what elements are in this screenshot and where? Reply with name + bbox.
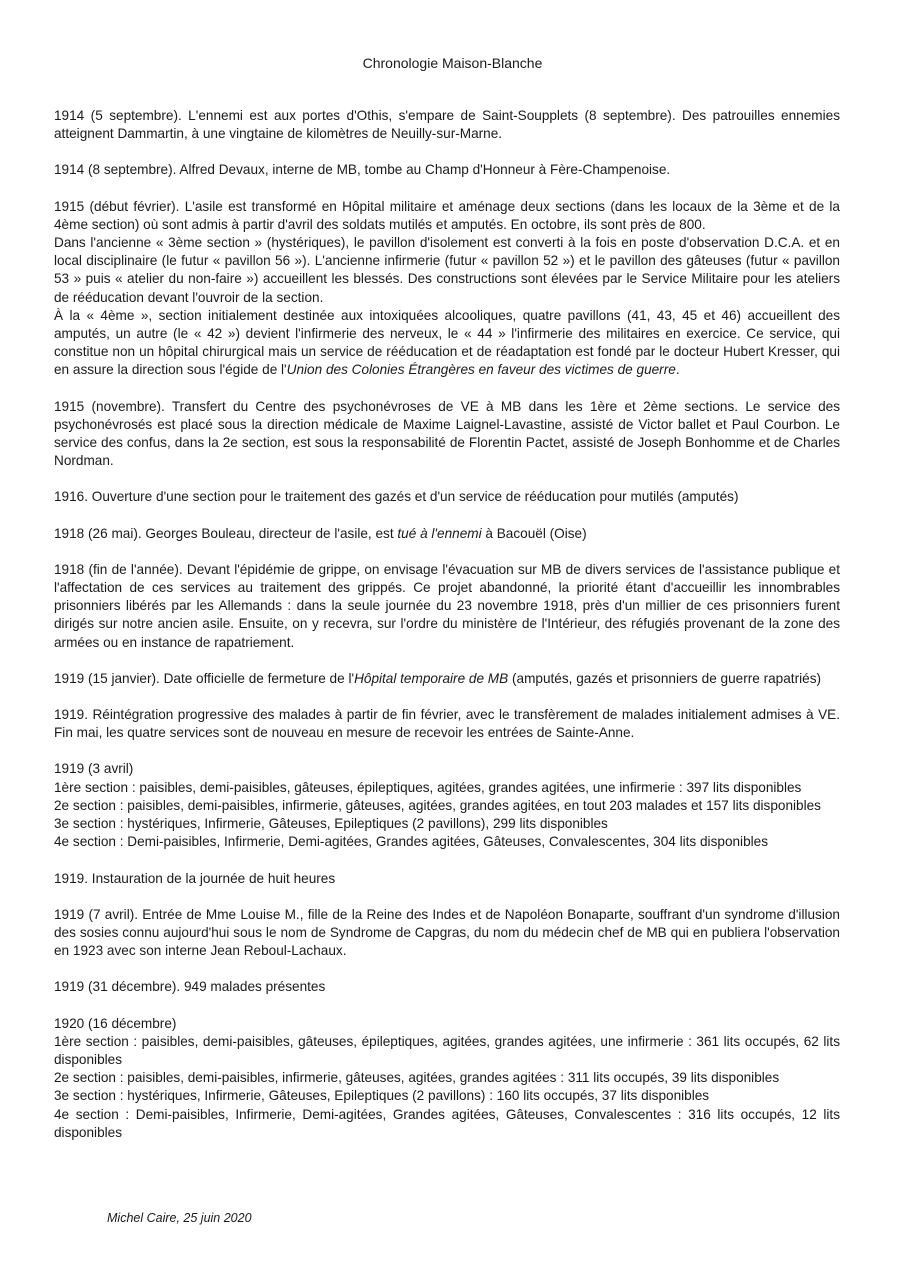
- paragraph-text: 4e section : Demi-paisibles, Infirmerie, Demi-agitées, Grandes agitées, Gâteuses, Convalescentes, 304 lits disponibles: [54, 834, 769, 850]
- paragraph-text: 2e section : paisibles, demi-paisibles, infirmerie, gâteuses, agitées, grandes agitées : 311 lits occupés, 39 lits disponibles: [54, 1070, 780, 1086]
- italic-text: tué à l'ennemi: [397, 525, 482, 541]
- footer-signature: Michel Caire, 25 juin 2020: [107, 1211, 252, 1225]
- entry-paragraph: [54, 398, 840, 471]
- paragraph-text: 1918 (26 mai). Georges Bouleau, directeur de l'asile, est: [54, 525, 398, 541]
- paragraph-text: 1919 (15 janvier). Date officielle de fermeture de l': [54, 670, 355, 686]
- entry-paragraph: [54, 525, 840, 543]
- chronology-entry: [54, 198, 840, 380]
- paragraph-text: 3e section : hystériques, Infirmerie, Gâteuses, Epileptiques (2 pavillons) : 160 lits occupés, 37 lits disponibles: [54, 1088, 710, 1104]
- chronology-entry: [54, 525, 840, 543]
- paragraph-text: 1919 (31 décembre). 949 malades présentes: [54, 979, 326, 995]
- chronology-entry: [54, 398, 840, 471]
- paragraph-text: 1ère section : paisibles, demi-paisibles, gâteuses, épileptiques, agitées, grandes agitées, une infirmerie : 361 lits occupés, 62 lits disponibles: [54, 1033, 840, 1067]
- chronology-entry: [54, 706, 840, 742]
- paragraph-text: (amputés, gazés et prisonniers de guerre rapatriés): [508, 670, 822, 686]
- entry-paragraph: [54, 706, 840, 742]
- chronology-entry: [54, 670, 840, 688]
- chronology-entry: [54, 870, 840, 888]
- chronology-entry: [54, 161, 840, 179]
- paragraph-text: 1919 (7 avril). Entrée de Mme Louise M., fille de la Reine des Indes et de Napoléon Bonaparte, souffrant d'un syndrome d'illusion des sosies connu aujourd'hui sous le nom de Syndrome de Capgras, du nom du médecin chef de MB qui en publiera l'observation en 1923 avec son interne Jean Reboul-Lachaux.: [54, 906, 840, 959]
- entry-paragraph: [54, 797, 840, 815]
- page-title: Chronologie Maison-Blanche: [362, 55, 543, 71]
- paragraph-text: 1915 (novembre). Transfert du Centre des psychonévroses de VE à MB dans les 1ère et 2ème sections. Le service des psychonévrosés est placé sous la direction médicale de Maxime Laignel-Lavastine, assisté de Victor ballet et Paul Courbon. Le service des confus, dans la 2e section, est sous la responsabilité de Florentin Pactet, assisté de Joseph Bonhomme et de Charles Nordman.: [54, 398, 840, 469]
- paragraph-text: 1920 (16 décembre): [54, 1015, 177, 1031]
- paragraph-text: 2e section : paisibles, demi-paisibles, infirmerie, gâteuses, agitées, grandes agitées, en tout 203 malades et 157 lits disponibles: [54, 797, 821, 813]
- entry-paragraph: [54, 561, 840, 652]
- chronology-entry: [54, 561, 840, 652]
- entry-paragraph: [54, 234, 840, 307]
- entry-paragraph: [54, 107, 840, 143]
- entry-paragraph: [54, 198, 840, 234]
- entry-paragraph: [54, 1087, 840, 1105]
- entry-paragraph: [54, 1033, 840, 1069]
- entry-paragraph: [54, 978, 840, 996]
- entry-paragraph: [54, 870, 840, 888]
- entry-paragraph: [54, 833, 840, 851]
- paragraph-text: 1ère section : paisibles, demi-paisibles, gâteuses, épileptiques, agitées, grandes agitées, une infirmerie : 397 lits disponibles: [54, 779, 802, 795]
- chronology-entry: [54, 906, 840, 961]
- paragraph-text: 3e section : hystériques, Infirmerie, Gâteuses, Epileptiques (2 pavillons), 299 lits disponibles: [54, 816, 608, 832]
- entry-paragraph: [54, 307, 840, 380]
- paragraph-text: À la « 4ème », section initialement destinée aux intoxiquées alcooliques, quatre pavillons (41, 43, 45 et 46) accueillent des amputés, un autre (le « 42 ») devient l'infirmerie des nerveux, le « 44 » l'infirmerie des militaires en exercice. Ce service, qui constitue non un hôpital chirurgical mais un service de rééducation et de réadaptation est fondé par le docteur Hubert Kresser, qui en assure la direction sous l'égide de l': [54, 307, 840, 378]
- paragraph-text: 1919. Instauration de la journée de huit heures: [54, 870, 336, 886]
- entry-paragraph: [54, 815, 840, 833]
- entry-paragraph: [54, 906, 840, 961]
- entry-paragraph: [54, 1106, 840, 1142]
- document-body: [54, 107, 840, 1160]
- entry-paragraph: [54, 161, 840, 179]
- paragraph-text: 1915 (début février). L'asile est transformé en Hôpital militaire et aménage deux sections (dans les locaux de la 3ème et de la 4ème section) où sont admis à partir d'avril des soldats mutilés et amputés. En octobre, ils sont près de 800.: [54, 198, 840, 232]
- entry-paragraph: [54, 760, 840, 778]
- entry-paragraph: [54, 779, 840, 797]
- chronology-entry: [54, 1015, 840, 1142]
- entry-paragraph: [54, 488, 840, 506]
- entry-paragraph: [54, 1015, 840, 1033]
- chronology-entry: [54, 488, 840, 506]
- paragraph-text: 1919. Réintégration progressive des malades à partir de fin février, avec le transfèrement de malades initialement admises à VE. Fin mai, les quatre services sont de nouveau en mesure de recevoir les entrées de Sainte-Anne.: [54, 707, 840, 741]
- entry-paragraph: [54, 670, 840, 688]
- chronology-entry: [54, 978, 840, 996]
- paragraph-text: 1919 (3 avril): [54, 761, 134, 777]
- chronology-entry: [54, 107, 840, 143]
- chronology-entry: [54, 760, 840, 851]
- paragraph-text: 1918 (fin de l'année). Devant l'épidémie de grippe, on envisage l'évacuation sur MB de divers services de l'assistance publique et l'affectation de ces services au traitement des grippés. Ce projet abandonné, la priorité étant d'accueillir les innombrables prisonniers libérés par les Allemands : dans la seule journée du 23 novembre 1918, près d'un millier de ces prisonniers furent dirigés sur notre ancien asile. Ensuite, on y recevra, sur l'ordre du ministère de l'Intérieur, des réfugiés provenant de la zone des armées ou en instance de rapatriement.: [54, 561, 840, 650]
- paragraph-text: 4e section : Demi-paisibles, Infirmerie, Demi-agitées, Grandes agitées, Gâteuses, Convalescentes : 316 lits occupés, 12 lits disponibles: [54, 1106, 840, 1140]
- paragraph-text: 1914 (5 septembre). L'ennemi est aux portes d'Othis, s'empare de Saint-Soupplets (8 septembre). Des patrouilles ennemies atteignent Dammartin, à une vingtaine de kilomètres de Neuilly-sur-Marne.: [54, 108, 840, 142]
- italic-text: Hôpital temporaire de MB: [354, 670, 509, 686]
- entry-paragraph: [54, 1069, 840, 1087]
- paragraph-text: 1916. Ouverture d'une section pour le traitement des gazés et d'un service de rééducation pour mutilés (amputés): [54, 489, 739, 505]
- paragraph-text: 1914 (8 septembre). Alfred Devaux, interne de MB, tombe au Champ d'Honneur à Fère-Champenoise.: [54, 162, 671, 178]
- italic-text: Union des Colonies Étrangères en faveur des victimes de guerre: [286, 362, 676, 378]
- paragraph-text: à Bacouël (Oise): [481, 525, 587, 541]
- paragraph-text: Dans l'ancienne « 3ème section » (hystériques), le pavillon d'isolement est converti à la fois en poste d'observation D.C.A. et en local disciplinaire (le futur « pavillon 56 »). L'ancienne infirmerie (futur « pavillon 52 ») et le pavillon des gâteuses (futur « pavillon 53 » puis « atelier du non-faire ») accueillent les blessés. Des constructions sont élevées par le Service Militaire pour les ateliers de rééducation devant l'ouvroir de la section.: [54, 235, 840, 305]
- paragraph-text: .: [675, 362, 680, 378]
